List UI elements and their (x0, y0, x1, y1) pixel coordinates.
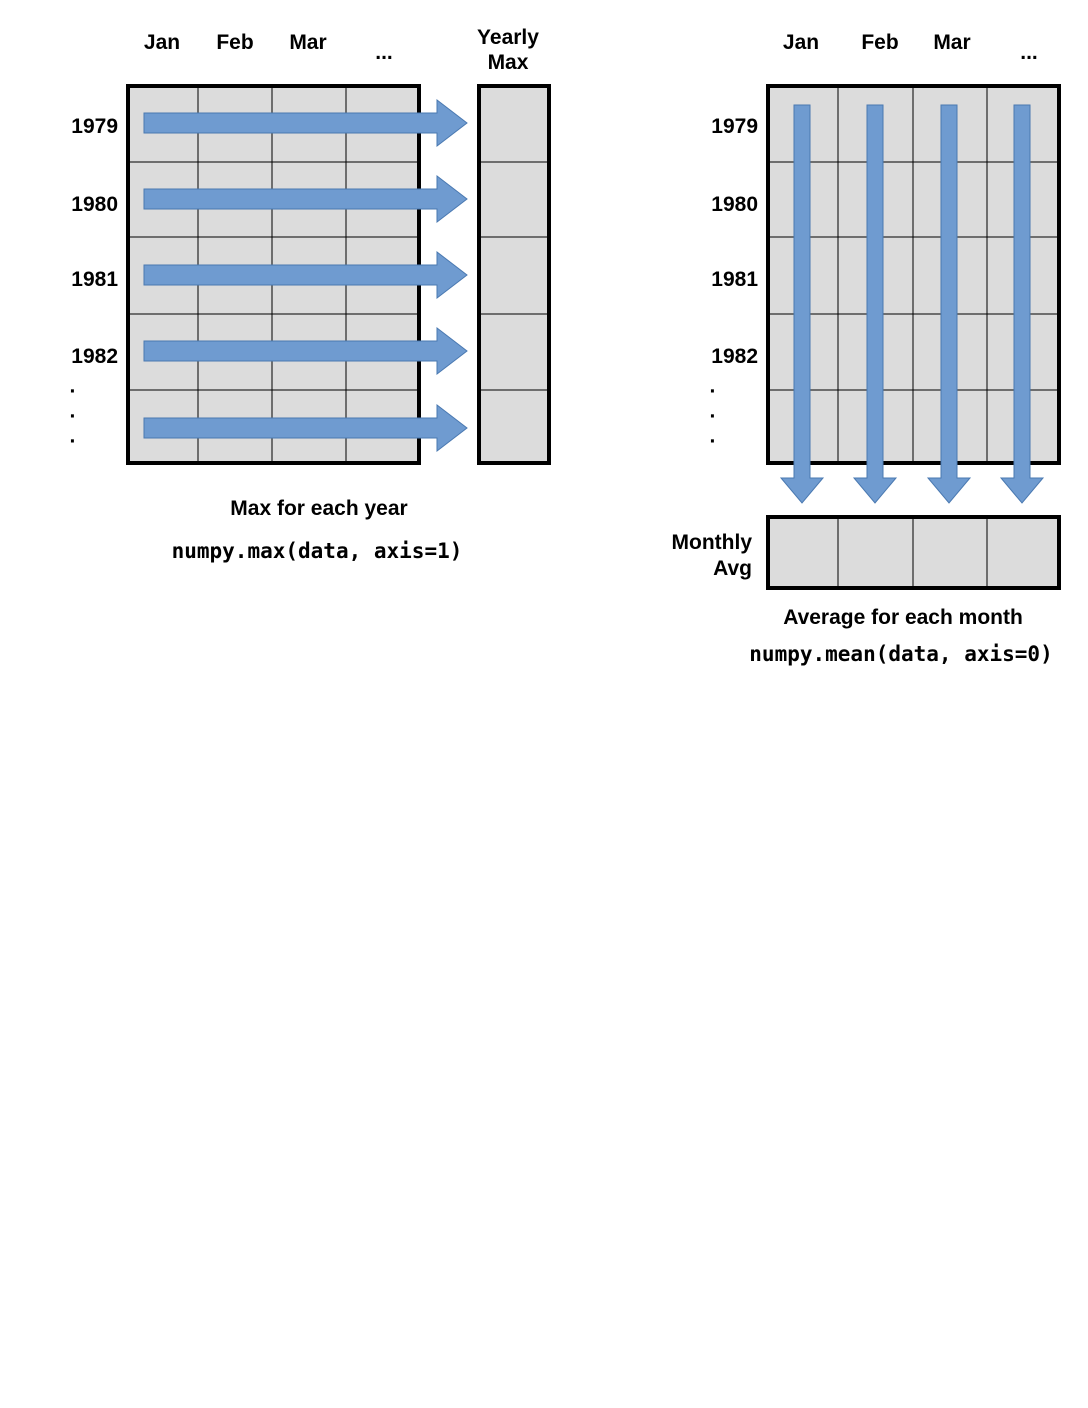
right-month-header-jan: Jan (782, 31, 820, 54)
left-year-label-1980: 1980 (71, 193, 118, 216)
left-year-label-1979: 1979 (71, 115, 118, 138)
right-year-label-1981: 1981 (711, 268, 758, 291)
left-month-header-feb: Feb (216, 31, 254, 54)
yearly-max-header-line1: Yearly (477, 26, 539, 49)
left-row-ellipsis-dot: · (69, 380, 77, 403)
yearly-max-column (479, 86, 549, 463)
left-row-ellipsis-dot: · (69, 405, 77, 428)
right-row-ellipsis-dot: · (709, 405, 717, 428)
left-row-ellipsis-dot: · (69, 430, 77, 453)
right-panel (672, 31, 1059, 666)
monthly-avg-row (768, 517, 1059, 588)
right-caption: Average for each month (783, 606, 1023, 629)
right-month-header-mar: Mar (933, 31, 971, 54)
left-year-label-1981: 1981 (71, 268, 118, 291)
right-row-ellipsis-dot: · (709, 430, 717, 453)
monthly-avg-label-line1: Monthly (671, 531, 752, 554)
yearly-max-header-line2: Max (487, 51, 529, 74)
left-month-header-jan: Jan (143, 31, 181, 54)
right-month-header-feb: Feb (861, 31, 899, 54)
left-month-header-mar: Mar (289, 31, 327, 54)
left-code-snippet: numpy.max(data, axis=1) (171, 539, 463, 563)
right-year-label-1982: 1982 (711, 345, 758, 368)
right-year-label-1979: 1979 (711, 115, 758, 138)
right-row-ellipsis-dot: · (709, 380, 717, 403)
monthly-avg-label-line2: Avg (713, 557, 752, 580)
left-panel (70, 26, 550, 563)
right-month-header-ellipsis: ... (1020, 41, 1038, 64)
right-year-label-1980: 1980 (711, 193, 758, 216)
left-year-label-1982: 1982 (71, 345, 118, 368)
right-code-snippet: numpy.mean(data, axis=0) (749, 642, 1053, 666)
left-caption: Max for each year (230, 497, 408, 520)
left-month-header-ellipsis: ... (375, 41, 393, 64)
